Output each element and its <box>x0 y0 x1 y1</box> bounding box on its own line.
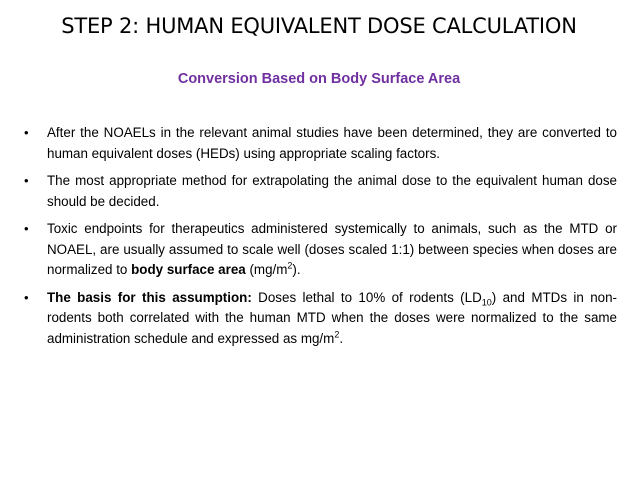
bullet-item-assumption-basis <box>24 288 617 350</box>
bullet-text-end: . <box>339 330 344 346</box>
bullet-text: After the NOAELs in the relevant animal studies have been determined, they are converted to human equivalent doses (HEDs) using appropriate scaling factors. <box>47 125 617 161</box>
bullet-unit-text: (mg/m <box>245 262 288 277</box>
superscript: 2 <box>287 260 293 271</box>
bullet-list <box>24 123 617 356</box>
slide-title: STEP 2: HUMAN EQUIVALENT DOSE CALCULATION <box>61 14 577 38</box>
bullet-text: The most appropriate method for extrapolating the animal dose to the equivalent human dose should be decided. <box>47 173 617 209</box>
bullet-text <box>47 221 617 277</box>
bullet-bold-phrase: The basis for this assumption: <box>47 289 252 305</box>
bullet-bold-phrase: body surface area <box>131 262 246 277</box>
bullet-icon: • <box>24 173 29 188</box>
bullet-text <box>47 290 617 346</box>
bullet-icon: • <box>24 289 29 305</box>
bullet-item-toxic-endpoints <box>24 219 617 281</box>
bullet-icon: • <box>24 125 29 140</box>
bullet-item-extrapolation-method <box>24 171 617 212</box>
subscript: 10 <box>481 297 492 308</box>
bullet-icon: • <box>24 221 29 236</box>
bullet-text-start: Doses lethal to 10% of rodents (LD <box>251 289 482 305</box>
slide-subtitle: Conversion Based on Body Surface Area <box>177 71 461 87</box>
bullet-text-middle: ) and MTDs in non-rodents both correlated with the human MTD when the doses were normalized to the same administration schedule and expressed as mg/m <box>47 289 617 346</box>
bullet-text-end: ). <box>292 262 301 277</box>
bullet-text-start: Toxic endpoints for therapeutics administered systemically to animals, such as the MTD or NOAEL, are usually assumed to scale well (doses scaled 1:1) between species when doses are normalized to <box>47 221 617 277</box>
superscript: 2 <box>334 329 340 340</box>
bullet-item-noael-conversion <box>24 123 617 164</box>
